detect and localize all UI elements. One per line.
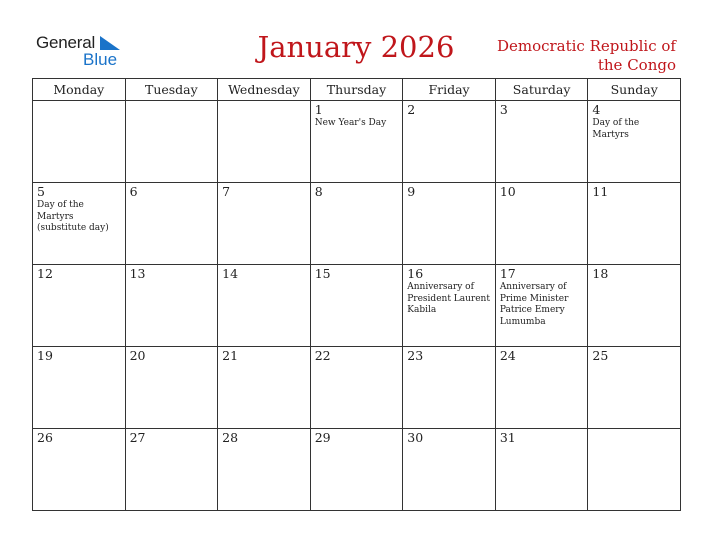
day-cell bbox=[495, 429, 588, 511]
day-cell bbox=[403, 265, 496, 347]
week-row bbox=[33, 429, 681, 511]
day-cell bbox=[310, 265, 403, 347]
day-cell bbox=[125, 347, 218, 429]
day-number: 20 bbox=[129, 348, 146, 363]
day-number: 6 bbox=[129, 184, 138, 199]
day-number: 21 bbox=[222, 348, 239, 363]
holiday-label: New Year's Day bbox=[314, 118, 387, 128]
day-cell bbox=[218, 101, 311, 183]
logo-text-general: General bbox=[36, 33, 96, 52]
day-cell bbox=[310, 429, 403, 511]
day-number: 7 bbox=[222, 184, 231, 199]
day-cell bbox=[33, 429, 126, 511]
day-number: 28 bbox=[222, 430, 239, 445]
day-number: 4 bbox=[592, 102, 601, 117]
week-row bbox=[33, 101, 681, 183]
day-number: 11 bbox=[592, 184, 609, 199]
weekday-header: Saturday bbox=[495, 79, 588, 101]
day-cell bbox=[125, 101, 218, 183]
day-cell bbox=[33, 265, 126, 347]
day-number: 31 bbox=[499, 430, 516, 445]
day-cell bbox=[125, 183, 218, 265]
day-cell bbox=[218, 183, 311, 265]
day-number: 9 bbox=[407, 184, 416, 199]
day-number: 14 bbox=[222, 266, 239, 281]
day-number: 25 bbox=[592, 348, 609, 363]
calendar-grid bbox=[32, 78, 681, 511]
day-cell bbox=[495, 347, 588, 429]
day-number: 30 bbox=[407, 430, 424, 445]
day-cell bbox=[218, 265, 311, 347]
day-cell bbox=[495, 183, 588, 265]
day-cell bbox=[125, 265, 218, 347]
holiday-label: Anniversary of President Laurent Kabila bbox=[407, 282, 490, 315]
weekday-header: Thursday bbox=[310, 79, 403, 101]
day-number: 10 bbox=[499, 184, 516, 199]
day-cell bbox=[495, 265, 588, 347]
day-cell bbox=[33, 101, 126, 183]
day-cell bbox=[33, 347, 126, 429]
day-cell bbox=[588, 265, 681, 347]
day-cell bbox=[403, 429, 496, 511]
day-number: 12 bbox=[37, 266, 53, 281]
logo-text-blue: Blue bbox=[83, 50, 118, 69]
day-cell bbox=[125, 429, 218, 511]
day-cell bbox=[310, 347, 403, 429]
week-row bbox=[33, 347, 681, 429]
day-cell bbox=[403, 347, 496, 429]
day-cell bbox=[588, 429, 681, 511]
page-title: January 2026 bbox=[257, 30, 455, 64]
day-number: 3 bbox=[499, 102, 508, 117]
day-number: 1 bbox=[314, 102, 323, 117]
day-number: 26 bbox=[37, 430, 53, 445]
holiday-label: Day of the Martyrs (substitute day) bbox=[37, 200, 109, 233]
day-number: 15 bbox=[314, 266, 331, 281]
day-cell bbox=[218, 347, 311, 429]
weekday-header: Tuesday bbox=[125, 79, 218, 101]
week-row bbox=[33, 183, 681, 265]
week-row bbox=[33, 265, 681, 347]
day-number: 2 bbox=[407, 102, 416, 117]
holiday-label: Anniversary of Prime Minister Patrice Emery Lumumba bbox=[499, 282, 569, 327]
day-number: 17 bbox=[499, 266, 516, 281]
day-number: 22 bbox=[314, 348, 331, 363]
day-number: 24 bbox=[499, 348, 516, 363]
day-number: 29 bbox=[314, 430, 331, 445]
day-number: 23 bbox=[407, 348, 424, 363]
weekday-header: Sunday bbox=[588, 79, 681, 101]
day-number: 18 bbox=[592, 266, 609, 281]
weekday-header: Wednesday bbox=[218, 79, 311, 101]
weekday-header: Monday bbox=[33, 79, 126, 101]
day-cell bbox=[495, 101, 588, 183]
day-cell bbox=[310, 183, 403, 265]
day-number: 5 bbox=[37, 184, 45, 199]
day-cell bbox=[403, 101, 496, 183]
weekday-header: Friday bbox=[403, 79, 496, 101]
day-number: 27 bbox=[129, 430, 146, 445]
day-cell bbox=[218, 429, 311, 511]
day-number: 16 bbox=[407, 266, 424, 281]
day-number: 19 bbox=[37, 348, 53, 363]
day-number: 13 bbox=[129, 266, 146, 281]
weekday-header-row bbox=[33, 79, 681, 101]
day-cell bbox=[310, 101, 403, 183]
holiday-label: Day of the Martyrs bbox=[592, 118, 640, 140]
day-cell bbox=[403, 183, 496, 265]
day-cell bbox=[33, 183, 126, 265]
day-cell bbox=[588, 347, 681, 429]
day-cell bbox=[588, 183, 681, 265]
day-number: 8 bbox=[314, 184, 323, 199]
country-name: Democratic Republic of the Congo bbox=[496, 37, 676, 74]
day-cell bbox=[588, 101, 681, 183]
